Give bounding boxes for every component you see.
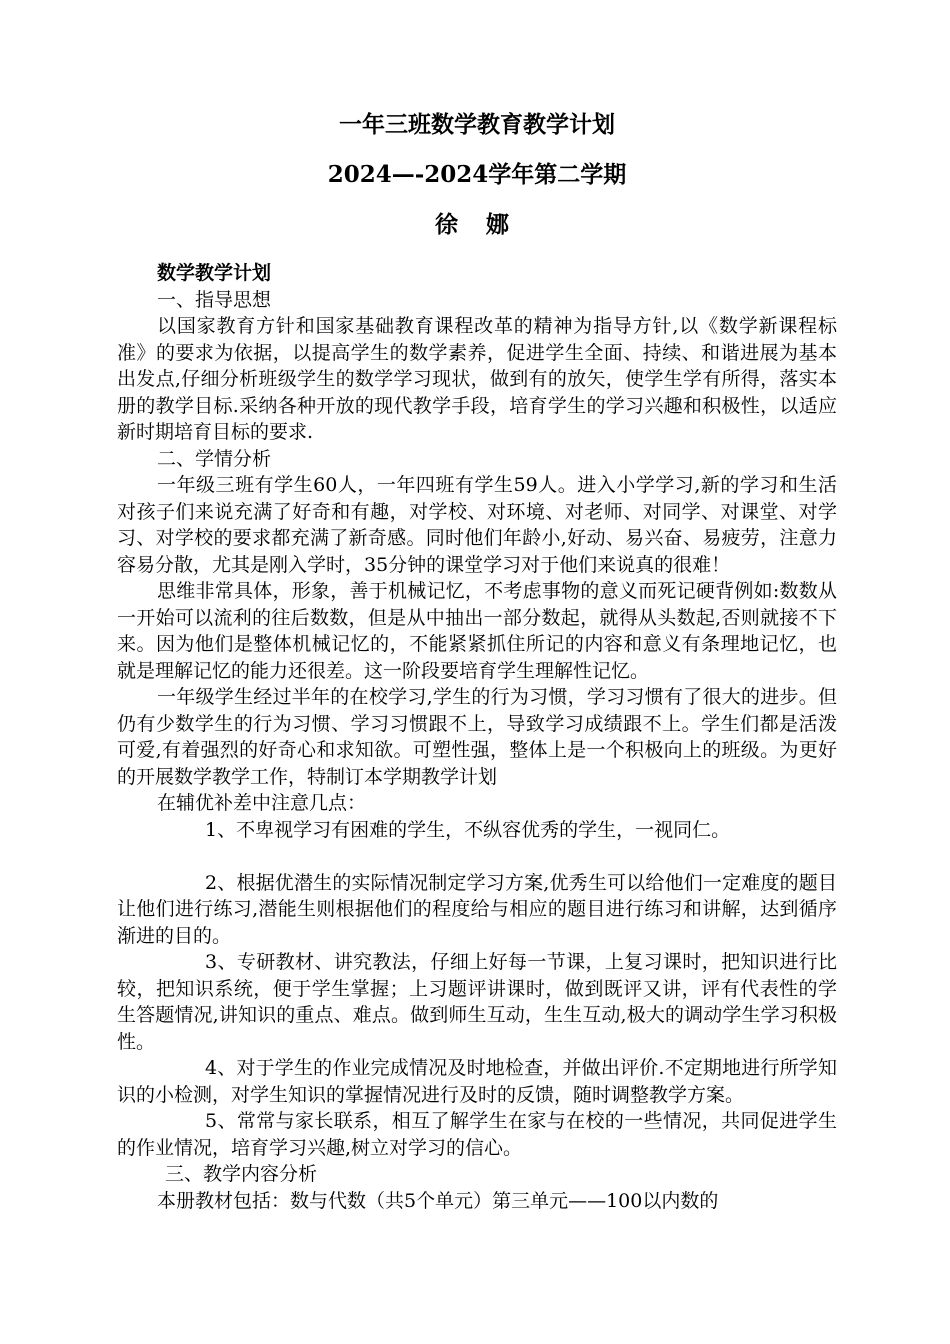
list-item-point-2: 2、根据优潜生的实际情况制定学习方案,优秀生可以给他们一定难度的题目让他们进行练习,潜能生则根据他们的程度给与相应的题目进行练习和讲解，达到循序渐进的目的。 [117,871,837,947]
document-subtitle: 2024—-2024学年第二学期 [327,161,627,188]
plan-heading: 数学教学计划 [157,262,272,284]
section3-heading: 三、教学内容分析 [165,1163,318,1185]
blank-line [117,843,837,870]
document-author: 徐 娜 [434,211,519,238]
section2-heading: 二、学情分析 [157,447,272,470]
section2-paragraph-1: 一年级三班有学生60人，一年四班有学生59人。进入小学学习,新的学习和生活对孩子们来说充满了好奇和有趣，对学校、对环境、对老师、对同学、对课堂、对学习、对学校的要求都充满了新奇感。同时他们年龄小,好动、易兴奋、易疲劳，注意力容易分散，尤其是刚入学时，35分钟的课堂学习对于他们来说真的很难！ [117,474,837,576]
list-item-point-5: 5、常常与家长联系，相互了解学生在家与在校的一些情况，共同促进学生的作业情况，培育学习兴趣,树立对学习的信心。 [117,1110,837,1159]
section1-heading: 一、指导思想 [157,288,272,311]
section2-paragraph-4: 在辅优补差中注意几点： [157,792,367,814]
section2-paragraph-3: 一年级学生经过半年的在校学习,学生的行为习惯，学习习惯有了很大的进步。但仍有少数学生的行为习惯、学习习惯跟不上，导致学习成绩跟不上。学生们都是活泼可爱,有着强烈的好奇心和求知欲。可塑性强，整体上是一个积极向上的班级。为更好的开展数学教学工作，特制订本学期教学计划 [117,686,837,788]
document-page [117,110,837,1214]
document-body [117,260,837,1214]
list-item-point-4: 4、对于学生的作业完成情况及时地检查，并做出评价.不定期地进行所学知识的小检测，对学生知识的掌握情况进行及时的反馈，随时调整教学方案。 [117,1057,837,1106]
document-title: 一年三班数学教育教学计划 [339,111,615,138]
list-item-point-3: 3、专研教材、讲究教法，仔细上好每一节课，上复习课时，把知识进行比较，把知识系统，便于学生掌握；上习题评讲课时，做到既评又讲，评有代表性的学生答题情况,讲知识的重点、难点。做到师生互动，生生互动,极大的调动学生学习积极性。 [117,951,837,1053]
section1-paragraph: 以国家教育方针和国家基础教育课程改革的精神为指导方针,以《数学新课程标准》的要求为依据，以提高学生的数学素养，促进学生全面、持续、和谐进展为基本出发点,仔细分析班级学生的数学学习现状，做到有的放矢，使学生学有所得，落实本册的教学目标.采纳各种开放的现代教学手段，培育学生的学习兴趣和积极性，以适应新时期培育目标的要求. [117,315,837,443]
list-item-point-1: 1、不卑视学习有困难的学生，不纵容优秀的学生，一视同仁。 [205,818,731,841]
section2-paragraph-2: 思维非常具体，形象，善于机械记忆，不考虑事物的意义而死记硬背例如:数数从一开始可以流利的往后数数，但是从中抽出一部分数起，就得从头数起,否则就接不下来。因为他们是整体机械记忆的，不能紧紧抓住所记的内容和意义有条理地记忆，也就是理解记忆的能力还很差。这一阶段要培育学生理解性记忆。 [117,580,837,682]
section3-paragraph: 本册教材包括：数与代数（共5个单元）第三单元——100以内数的 [157,1189,719,1212]
